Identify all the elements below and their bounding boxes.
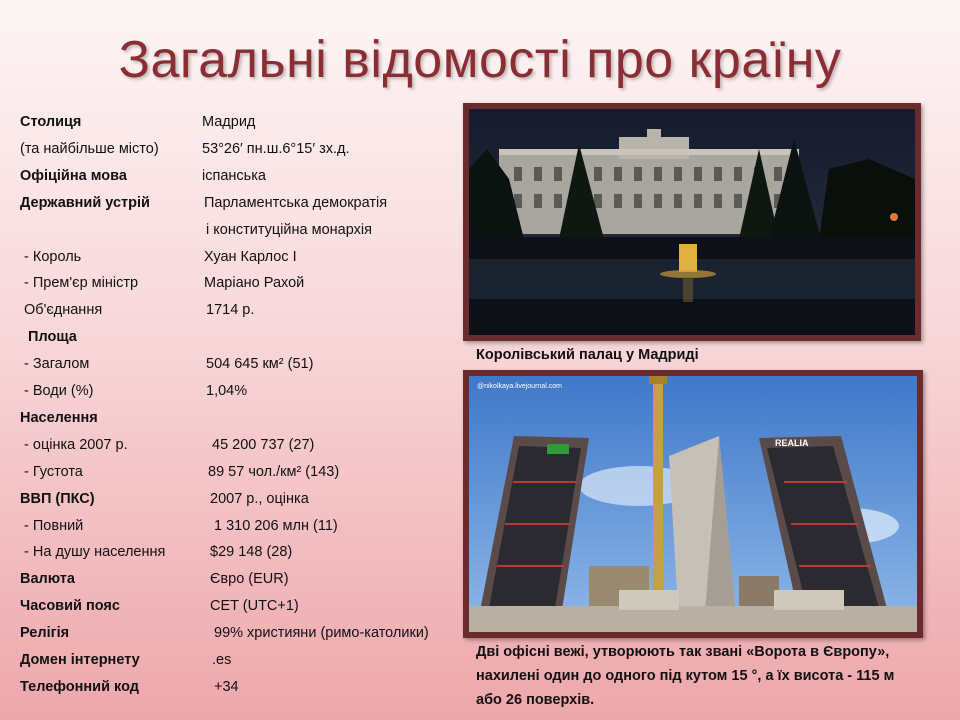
fact-value: $29 148 (28) (210, 544, 293, 561)
fact-label: - оцінка 2007 р. (20, 436, 128, 453)
fact-value: .es (212, 652, 232, 668)
fact-label: - На душу населення (20, 544, 166, 561)
fact-label: Домен інтернету (20, 652, 140, 668)
fact-label: Столиця (20, 114, 82, 130)
fact-label: (та найбільше місто) (20, 140, 159, 157)
photo-watermark: @nikolkaya.livejournal.com (477, 383, 562, 390)
fact-value: 99% християни (римо-католики) (214, 625, 429, 642)
fact-value: і конституційна монархія (206, 221, 372, 238)
fact-label: Телефонний код (20, 678, 139, 695)
fact-label: - Загалом (20, 356, 90, 373)
fact-value: CET (UTC+1) (210, 598, 299, 615)
fact-value: 53°26′ пн.ш.6°15′ зх.д. (202, 140, 350, 157)
fact-label: Населення (20, 409, 98, 426)
fact-value: +34 (214, 678, 239, 695)
fact-value: 45 200 737 (27) (212, 436, 315, 453)
fact-label: ВВП (ПКС) (20, 490, 95, 507)
fact-label: Площа (20, 329, 77, 346)
realia-sign: REALIA (775, 438, 809, 448)
fact-value: 1 310 206 млн (11) (214, 517, 338, 534)
fact-label: Валюта (20, 571, 75, 588)
fact-label: Часовий пояс (20, 598, 120, 615)
fact-value: 1714 р. (206, 302, 255, 319)
royal-palace-photo-frame (463, 103, 921, 341)
fact-label: Державний устрій (20, 194, 150, 211)
gate-of-europe-image (469, 376, 917, 632)
fact-value: 1,04% (206, 383, 248, 399)
caption-line: Дві офісні вежі, утворюють так звані «Ворота в Європу», (476, 644, 890, 660)
fact-label: - Повний (20, 517, 84, 534)
fact-value: Мадрид (202, 114, 256, 130)
fact-value: Євро (EUR) (210, 571, 289, 588)
fact-label: - Прем'єр міністр (20, 275, 139, 292)
royal-palace-photo (469, 109, 915, 335)
fact-label: Релігія (20, 625, 70, 642)
caption-line: або 26 поверхів. (476, 692, 595, 708)
slide-title: Загальні відомості про країну (118, 31, 842, 89)
fact-value: 2007 р., оцінка (210, 490, 309, 507)
fact-label: Офіційна мова (20, 167, 127, 184)
fact-label: - Води (%) (20, 383, 94, 399)
royal-palace-caption: Королівський палац у Мадриді (476, 347, 699, 363)
fact-value: Хуан Карлос I (204, 248, 297, 265)
royal-palace-image (469, 109, 915, 335)
fact-value: Парламентська демократія (204, 194, 388, 211)
fact-value: 504 645 км² (51) (206, 356, 314, 373)
fact-value: іспанська (202, 167, 266, 184)
gate-of-europe-caption (476, 640, 894, 712)
fact-label: Об'єднання (20, 302, 103, 319)
fact-label: - Король (20, 248, 82, 265)
fact-value: 89 57 чол./км² (143) (208, 463, 340, 480)
gate-of-europe-photo-frame (463, 370, 923, 638)
gate-of-europe-photo (469, 376, 917, 632)
fact-value: Маріано Рахой (204, 275, 305, 292)
fact-label: - Густота (20, 463, 83, 480)
caption-line: нахилені один до одного під кутом 15 °, а їх висота - 115 м (476, 668, 895, 684)
